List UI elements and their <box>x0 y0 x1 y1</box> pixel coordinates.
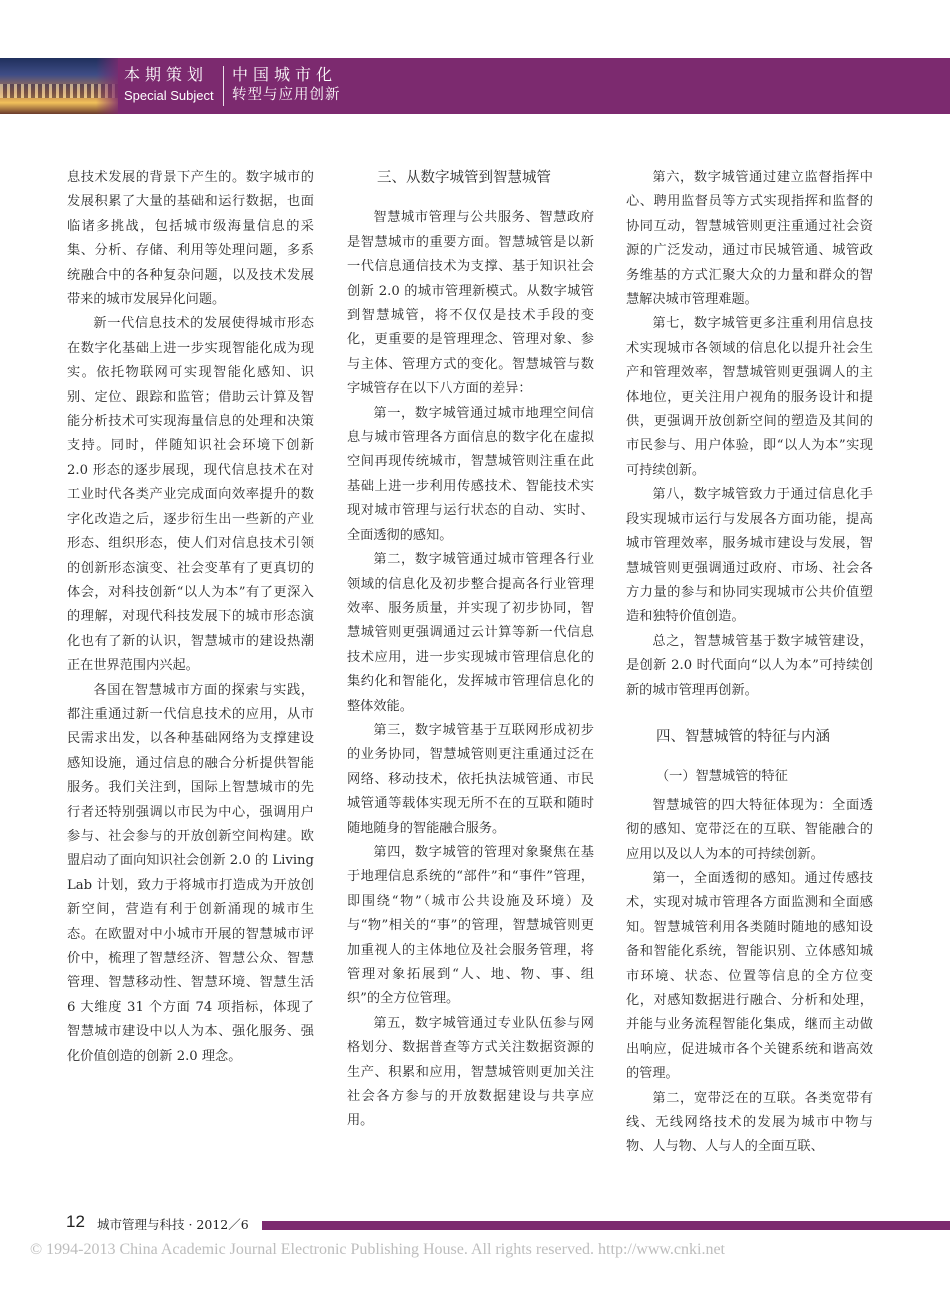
section-heading-3: 三、从数字城管到智慧城管 <box>377 170 551 186</box>
text-column-2 <box>347 166 594 1134</box>
paragraph: 总之，智慧城管基于数字城管建设，是创新 2.0 时代面向“以人为本”可持续创新的城市管理再创新。 <box>626 633 873 698</box>
journal-name: 城市管理与科技 · 2012／6 <box>97 1217 249 1232</box>
paragraph: 第四，数字城管的管理对象聚焦在基于地理信息系统的“部件”和“事件”管理，即围绕“物”（城市公共设施及环境）及与“物”相关的“事”的管理，智慧城管则更加重视人的主体地位及社会服务管理，将管理对象拓展到“人、地、物、事、组织”的全方位管理。 <box>347 844 594 1007</box>
paragraph: 第一，数字城管通过城市地理空间信息与城市管理各方面信息的数字化在虚拟空间再现传统城市，智慧城管则注重在此基础上进一步利用传感技术、智能技术实现对城市管理与运行状态的自动、实时、全面透彻的感知。 <box>347 405 594 543</box>
column-label-cn: 本期策划 <box>124 65 209 84</box>
column-label-en: Special Subject <box>124 88 214 103</box>
paragraph: 各国在智慧城市方面的探索与实践，都注重通过新一代信息技术的应用，从市民需求出发，以各种基础网络为支撑建设感知设施，通过信息的融合分析提供智能服务。我们关注到，国际上智慧城市的先行者还特别强调以市民为中心，强调用户参与、社会参与的开放创新空间构建。欧盟启动了面向知识社会创新 2.0 的 Living Lab 计划，致力于将城市打造成为开放创新空间，营造有利于创新涌现的城市生态。在欧盟对中小城市开展的智慧城市评价中，梳理了智慧经济、智慧公众、智慧管理、智慧移动性、智慧环境、智慧生活 6 大维度 31 个方面 74 项指标，体现了智慧城市建设中以人为本、强化服务、强化价值创造的创新 2.0 理念。 <box>67 682 314 1064</box>
paragraph: 智慧城管的四大特征体现为：全面透彻的感知、宽带泛在的互联、智能融合的应用以及以人为本的可持续创新。 <box>626 797 873 862</box>
paragraph: 新一代信息技术的发展使得城市形态在数字化基础上进一步实现智能化成为现实。依托物联网可实现智能化感知、识别、定位、跟踪和监管；借助云计算及智能分析技术可实现海量信息的处理和决策支持。同时，伴随知识社会环境下创新 2.0 形态的逐步展现，现代信息技术在对工业时代各类产业完成面向效率提升的数字化改造之后，逐步衍生出一些新的产业形态、组织形态，使人们对信息技术引领的创新形态演变、社会变革有了更真切的体会，对科技创新“以人为本”有了更深入的理解，对现代科技发展下的城市形态演化也有了新的认识，智慧城市的建设热潮正在世界范围内兴起。 <box>67 316 314 674</box>
paragraph: 智慧城市管理与公共服务、智慧政府是智慧城市的重要方面。智慧城管是以新一代信息通信技术为支撑、基于知识社会创新 2.0 的城市管理新模式。从数字城管到智慧城管，将不仅仅是技术手段的变化，更重要的是管理理念、管理对象、参与主体、管理方式的变化。智慧城管与数字城管存在以下八方面的差异： <box>347 210 594 397</box>
section-banner <box>0 58 950 114</box>
paragraph: 第七，数字城管更多注重利用信息技术实现城市各领域的信息化以提升社会生产和管理效率，智慧城管则更强调人的主体地位，更关注用户视角的服务设计和提供，更强调开放创新空间的塑造及其间的市民参与、用户体验，即“以人为本”实现可持续创新。 <box>626 316 873 478</box>
text-column-1 <box>67 166 314 1069</box>
paragraph: 第一，全面透彻的感知。通过传感技术，实现对城市管理各方面监测和全面感知。智慧城管利用各类随时随地的感知设备和智能化系统，智能识别、立体感知城市环境、状态、位置等信息的全方位变化，对感知数据进行融合、分析和处理，并能与业务流程智能化集成，继而主动做出响应，促进城市各个关键系统和谐高效的管理。 <box>626 870 873 1082</box>
text-column-3 <box>626 166 873 1160</box>
paragraph: 第六，数字城管通过建立监督指挥中心、聘用监督员等方式实现指挥和监督的协同互动，智慧城管则更注重通过社会资源的广泛发动，通过市民城管通、城管政务维基的方式汇聚大众的力量和群众的智慧解决城市管理难题。 <box>626 170 873 308</box>
section-heading-4: 四、智慧城管的特征与内涵 <box>656 728 830 745</box>
paragraph: 第二，数字城管通过城市管理各行业领域的信息化及初步整合提高各行业管理效率、服务质量，并实现了初步协同，智慧城管则更强调通过云计算等新一代信息技术应用，进一步实现城市管理信息化的集约化和智能化，发挥城市管理信息化的整体效能。 <box>347 552 594 714</box>
page-number: 12 <box>66 1212 85 1231</box>
paragraph: 第三，数字城管基于互联网形成初步的业务协同，智慧城管则更注重通过泛在网络、移动技术，依托执法城管通、市民城管通等载体实现无所不在的互联和随时随地随身的智能融合服务。 <box>347 722 594 836</box>
subsection-heading: （一）智慧城管的特征 <box>656 769 788 785</box>
topic-title-line2: 转型与应用创新 <box>232 87 341 103</box>
topic-title <box>232 65 341 105</box>
banner-divider <box>223 66 224 106</box>
column-label <box>124 65 214 105</box>
copyright-notice: © 1994-2013 China Academic Journal Electronic Publishing House. All rights reserved. http://www.cnki.net <box>30 1241 725 1258</box>
paragraph: 第二，宽带泛在的互联。各类宽带有线、无线网络技术的发展为城市中物与物、人与物、人与人的全面互联、 <box>626 1090 873 1155</box>
paragraph: 第八，数字城管致力于通过信息化手段实现城市运行与发展各方面功能，提高城市管理效率，服务城市建设与发展，智慧城管则更强调通过政府、市场、社会各方力量的参与和协同实现城市公共价值塑造和独特价值创造。 <box>626 487 873 625</box>
topic-title-line1: 中国城市化 <box>232 65 338 84</box>
footer-rule <box>262 1221 950 1230</box>
paragraph: 息技术发展的背景下产生的。数字城市的发展积累了大量的基础和运行数据，也面临诸多挑战，包括城市级海量信息的采集、分析、存储、利用等处理问题，多系统融合中的各种复杂问题，以及技术发展带来的城市发展异化问题。 <box>67 170 314 308</box>
paragraph: 第五，数字城管通过专业队伍参与网格划分、数据普查等方式关注数据资源的生产、积累和应用，智慧城管则更加关注社会各方参与的开放数据建设与共享应用。 <box>347 1015 594 1129</box>
